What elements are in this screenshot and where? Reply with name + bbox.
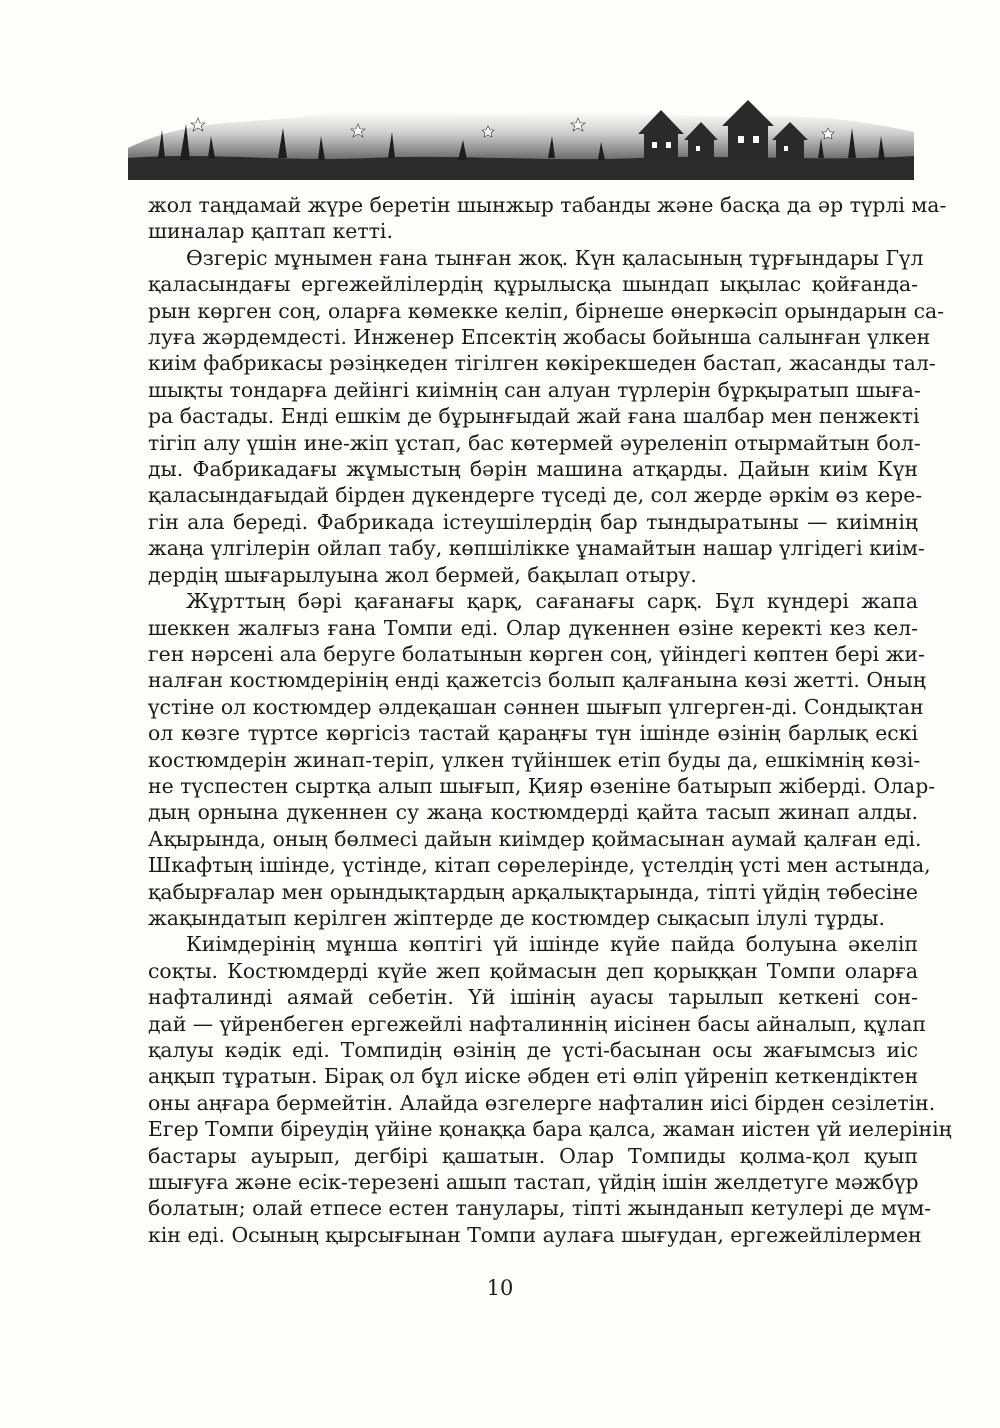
text-line: ген нәрсені ала беруге болатынын көрген соң, үйіндегі көптен бері жи-	[148, 641, 925, 666]
text-line: Киімдерінің мұнша көптігі үй ішінде күйе пайда болуына әкеліп	[186, 932, 918, 957]
paragraph-4	[148, 931, 952, 1248]
text-line: ра бастады. Енді ешкім де бұрынғыдай жай ғана шалбар мен пенжекті	[148, 404, 920, 429]
text-line: соқты. Костюмдерді күйе жеп қоймасын деп қорыққан Томпи оларға	[148, 958, 918, 983]
text-line: болатын; олай етпесе естен танулары, тіпті жынданып кетулері де мүм-	[148, 1196, 932, 1221]
text-line: қаласындағы ергежейлілердің құрылысқа шындап ықылас қойғанда-	[148, 272, 918, 297]
text-line: кін еді. Осының қырсығынан Томпи аулаға шығудан, ергежейлілермен	[148, 1222, 922, 1247]
text-line: луға жәрдемдесті. Инженер Епсектің жобасы бойынша салынған үлкен	[148, 325, 931, 350]
text-line: оны аңғара бермейтін. Алайда өзгелерге нафталин иісі бірден сезілетін.	[148, 1090, 936, 1115]
page-number: 10	[486, 1276, 514, 1300]
text-line: шиналар қаптап кетті.	[148, 219, 393, 244]
text-line: Шкафтың ішінде, үстінде, кітап сөрелерінде, үстелдің үсті мен астында,	[148, 853, 931, 878]
text-line: қалуы кәдік еді. Томпидің өзінің де үсті-басынан осы жағымсыз иіс	[148, 1038, 918, 1062]
text-line: гін ала береді. Фабрикада істеушілердің бар тындыратыны — киімнің	[148, 509, 918, 534]
paragraph-1	[148, 192, 947, 245]
text-line: шеккен жалғыз ғана Томпи еді. Олар дүкеннен өзіне керекті кез кел-	[148, 615, 918, 640]
text-line: дың орнына дүкеннен су жаңа костюмдерді қайта тасып жинап алды.	[148, 800, 918, 825]
text-line: костюмдерін жинап-теріп, үлкен түйіншек етіп буды да, ешкімнің көзі-	[148, 747, 921, 772]
text-line: Өзгеріс мұнымен ғана тынған жоқ. Күн қаласының тұрғындары Гүл	[186, 245, 924, 270]
text-line: жақындатып керілген жіптерде де костюмдер сықасып ілулі тұрды.	[148, 905, 885, 930]
text-line: аңқып тұратын. Бірақ ол бұл иіске әбден еті өліп үйреніп кеткендіктен	[148, 1064, 919, 1089]
paragraph-2	[148, 245, 945, 588]
text-line: қабырғалар мен орындықтардың арқалықтарында, тіпті үйдің төбесіне	[148, 879, 918, 904]
text-line: Жұрттың бәрі қағанағы қарқ, сағанағы сарқ. Бұл күндері жапа	[186, 589, 918, 614]
text-line: жаңа үлгілерін ойлап табу, көпшілікке ұнамайтын нашар үлгідегі киім-	[148, 536, 925, 561]
text-line: нафталинді аямай себетін. Үй ішінің ауасы тарылып кеткені сон-	[148, 985, 918, 1010]
text-line: тігіп алу үшін ине-жіп ұстап, бас көтермей әуреленіп отырмайтын бол-	[148, 430, 921, 455]
paragraph-3	[148, 588, 936, 931]
text-line: рын көрген соң, оларға көмекке келіп, бірнеше өнеркәсіп орындарын са-	[148, 298, 945, 323]
text-line: Егер Томпи біреудің үйіне қонаққа бара қалса, жаман иістен үй иелерінің	[148, 1117, 952, 1142]
text-line: Ақырында, оның бөлмесі дайын киімдер қоймасынан аумай қалған еді.	[148, 826, 922, 851]
text-line: жол таңдамай жүре беретін шынжыр табанды және басқа да әр түрлі ма-	[148, 193, 947, 217]
text-line: дай — үйренбеген ергежейлі нафталиннің иісінен басы айналып, құлап	[148, 1011, 926, 1036]
text-line: қаласындағыдай бірден дүкендерге түседі де, сол жерде әркім өз кере-	[148, 483, 923, 508]
text-line: дердің шығарылуына жол бермей, бақылап отыру.	[148, 562, 697, 587]
text-line: ды. Фабрикадағы жұмыстың бәрін машина атқарды. Дайын киім Күн	[148, 457, 918, 482]
text-line: шықты тондарға дейінгі киімнің сан алуан түрлерін бұрқыратып шыға-	[148, 377, 921, 402]
header-illustration	[128, 88, 914, 180]
text-line: бастары ауырып, дегбірі қашатын. Олар Томпиды қолма-қол қуып	[148, 1143, 918, 1168]
text-line: үстіне ол костюмдер әлдеқашан сәннен шығып үлгерген-ді. Сондықтан	[148, 694, 924, 719]
text-line: не түспестен сыртқа алып шығып, Қияр өзеніне батырып жіберді. Олар-	[148, 773, 936, 798]
text-line: шығуға және есік-терезені ашып тастап, үйдің ішін желдетуге мәжбүр	[148, 1170, 919, 1195]
text-line: налған костюмдерінің енді қажетсіз болып қалғанына көзі жетті. Оның	[148, 668, 926, 693]
text-line: киім фабрикасы рәзіңкеден тігілген көкірекшеден бастап, жасанды тал-	[148, 351, 936, 376]
main-text	[148, 192, 952, 1248]
text-line: ол көзге түртсе көргісіз тастай қараңғы түн ішінде өзінің барлық ескі	[148, 721, 918, 746]
